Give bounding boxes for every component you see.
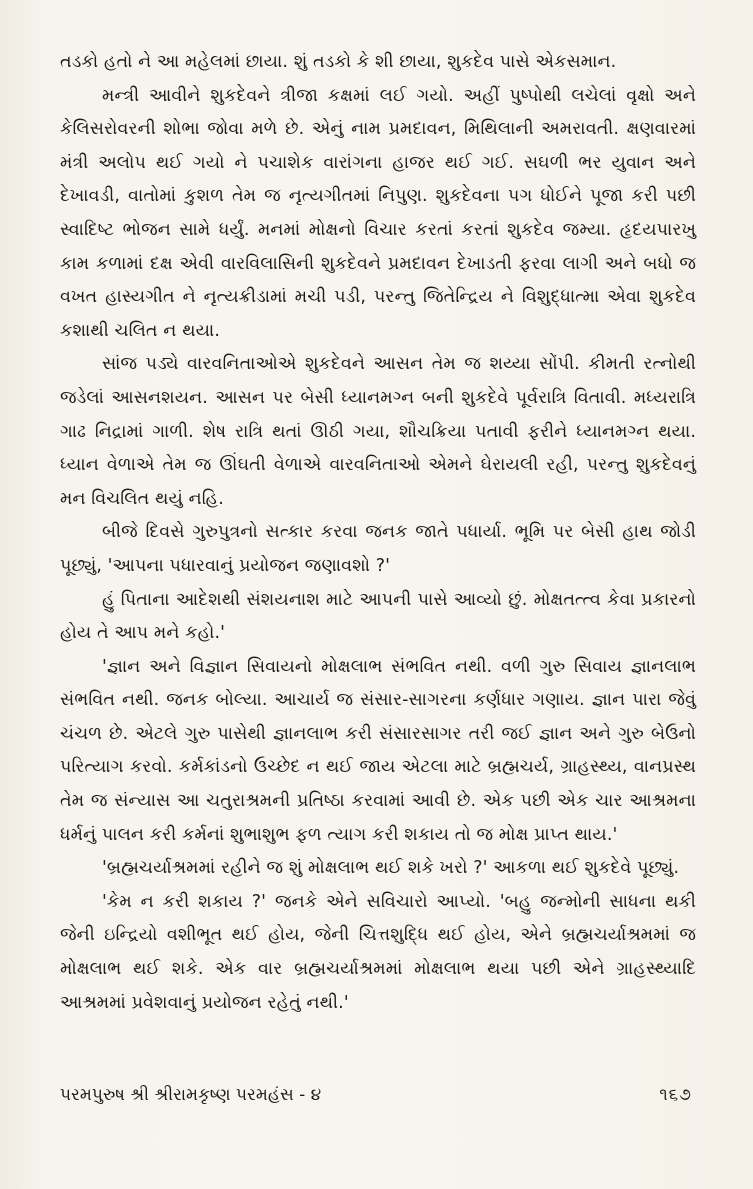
body-text — [60, 46, 696, 1020]
paragraph-8: 'કેમ ન કરી શકાય ?' જનકે એને સવિચારો આપ્યો. 'બહુ જન્મોની સાધના થકી જેની ઇન્દ્રિયો વશીભૂત થઈ હોય, જેની ચિત્તશુદ્ધિ થઈ હોય, એને બ્રહ્મચર્યાશ્રમમાં જ મોક્ષલાભ થઈ શકે. એક વાર બ્રહ્મચર્યાશ્રમમાં મોક્ષલાભ થયા પછી એને ગ્રાહસ્થ્યાદિ આશ્રમમાં પ્રવેશવાનું પ્રયોજન રહેતું નથી.' — [60, 891, 696, 1013]
paragraph-2: મન્ત્રી આવીને શુકદેવને ત્રીજા કક્ષમાં લઈ ગયો. અહીં પુષ્પોથી લચેલાં વૃક્ષો અને કેલિસરોવરની શોભા જોવા મળે છે. એનું નામ પ્રમદાવન, મિથિલાની અમરાવતી. ક્ષણવારમાં મંત્રી અલોપ થઈ ગયો ને પચાશેક વારાંગના હાજર થઈ ગઈ. સઘળી ભર યુવાન અને દેખાવડી, વાતોમાં કુશળ તેમ જ નૃત્યગીતમાં નિપુણ. શુકદેવના પગ ધોઈને પૂજા કરી પછી સ્વાદિષ્ટ ભોજન સામે ધર્યું. મનમાં મોક્ષનો વિચાર કરતાં કરતાં શુકદેવ જમ્યા. હૃદયપારખુ કામ કળામાં દક્ષ એવી વારવિલાસિની શુકદેવને પ્રમદાવન દેખાડતી ફરવા લાગી અને બધો જ વખત હાસ્યગીત ને નૃત્યક્રીડામાં મચી પડી, પરન્તુ જિતેન્દ્રિય ને વિશુદ્ધાત્મા એવા શુકદેવ કશાથી ચલિત ન થયા. — [60, 85, 696, 341]
paragraph-3: સાંજ પડ્યે વારવનિતાઓએ શુકદેવને આસન તેમ જ શય્યા સોંપી. કીમતી રત્નોથી જડેલાં આસનશયન. આસન પર બેસી ધ્યાનમગ્ન બની શુકદેવે પૂર્વરાત્રિ વિતાવી. મધ્યરાત્રિ ગાઢ નિદ્રામાં ગાળી. શેષ રાત્રિ થતાં ઊઠી ગયા, શૌચક્રિયા પતાવી ફરીને ધ્યાનમગ્ન થયા. ધ્યાન વેળાએ તેમ જ ઊંઘતી વેળાએ વારવનિતાઓ એમને ઘેરાયલી રહી, પરન્તુ શુકદેવનું મન વિચલિત થયું નહિ. — [60, 354, 696, 509]
running-title: પરમપુરુષ શ્રી શ્રીરામકૃષ્ણ પરમહંસ - ૪ — [60, 1085, 322, 1105]
paragraph-1: તડકો હતો ને આ મહેલમાં છાયા. શું તડકો કે શી છાયા, શુકદેવ પાસે એકસમાન. — [60, 52, 617, 72]
paragraph-5: હું પિતાના આદેશથી સંશયનાશ માટે આપની પાસે આવ્યો છું. મોક્ષતત્ત્વ કેવા પ્રકારનો હોય તે આપ મને કહો.' — [60, 589, 696, 644]
paragraph-6: 'જ્ઞાન અને વિજ્ઞાન સિવાયનો મોક્ષલાભ સંભવિત નથી. વળી ગુરુ સિવાય જ્ઞાનલાભ સંભવિત નથી. જનક બોલ્યા. આચાર્ય જ સંસાર-સાગરના કર્ણધાર ગણાય. જ્ઞાન પારા જેવું ચંચળ છે. એટલે ગુરુ પાસેથી જ્ઞાનલાભ કરી સંસારસાગર તરી જઈ જ્ઞાન અને ગુરુ બેઉનો પરિત્યાગ કરવો. કર્મકાંડનો ઉચ્છેદ ન થઈ જાય એટલા માટે બ્રહ્મચર્ય, ગ્રાહસ્થ્ય, વાનપ્રસ્થ તેમ જ સંન્યાસ આ ચતુરાશ્રમની પ્રતિષ્ઠા કરવામાં આવી છે. એક પછી એક ચાર આશ્રમના ધર્મનું પાલન કરી કર્મનાં શુભાશુભ ફળ ત્યાગ કરી શકાય તો જ મોક્ષ પ્રાપ્ત થાય.' — [60, 656, 696, 845]
page-footer — [60, 1085, 692, 1105]
paragraph-7: 'બ્રહ્મચર્યાશ્રમમાં રહીને જ શું મોક્ષલાભ થઈ શકે ખરો ?' આકળા થઈ શુકદેવે પૂછ્યું. — [102, 858, 680, 879]
paragraph-4: બીજે દિવસે ગુરુપુત્રનો સત્કાર કરવા જનક જાતે પધાર્યા. ભૂમિ પર બેસી હાથ જોડી પૂછ્યું, 'આપના પધારવાનું પ્રયોજન જણાવશો ?' — [60, 522, 696, 576]
page-number: ૧૬૭ — [659, 1085, 692, 1105]
